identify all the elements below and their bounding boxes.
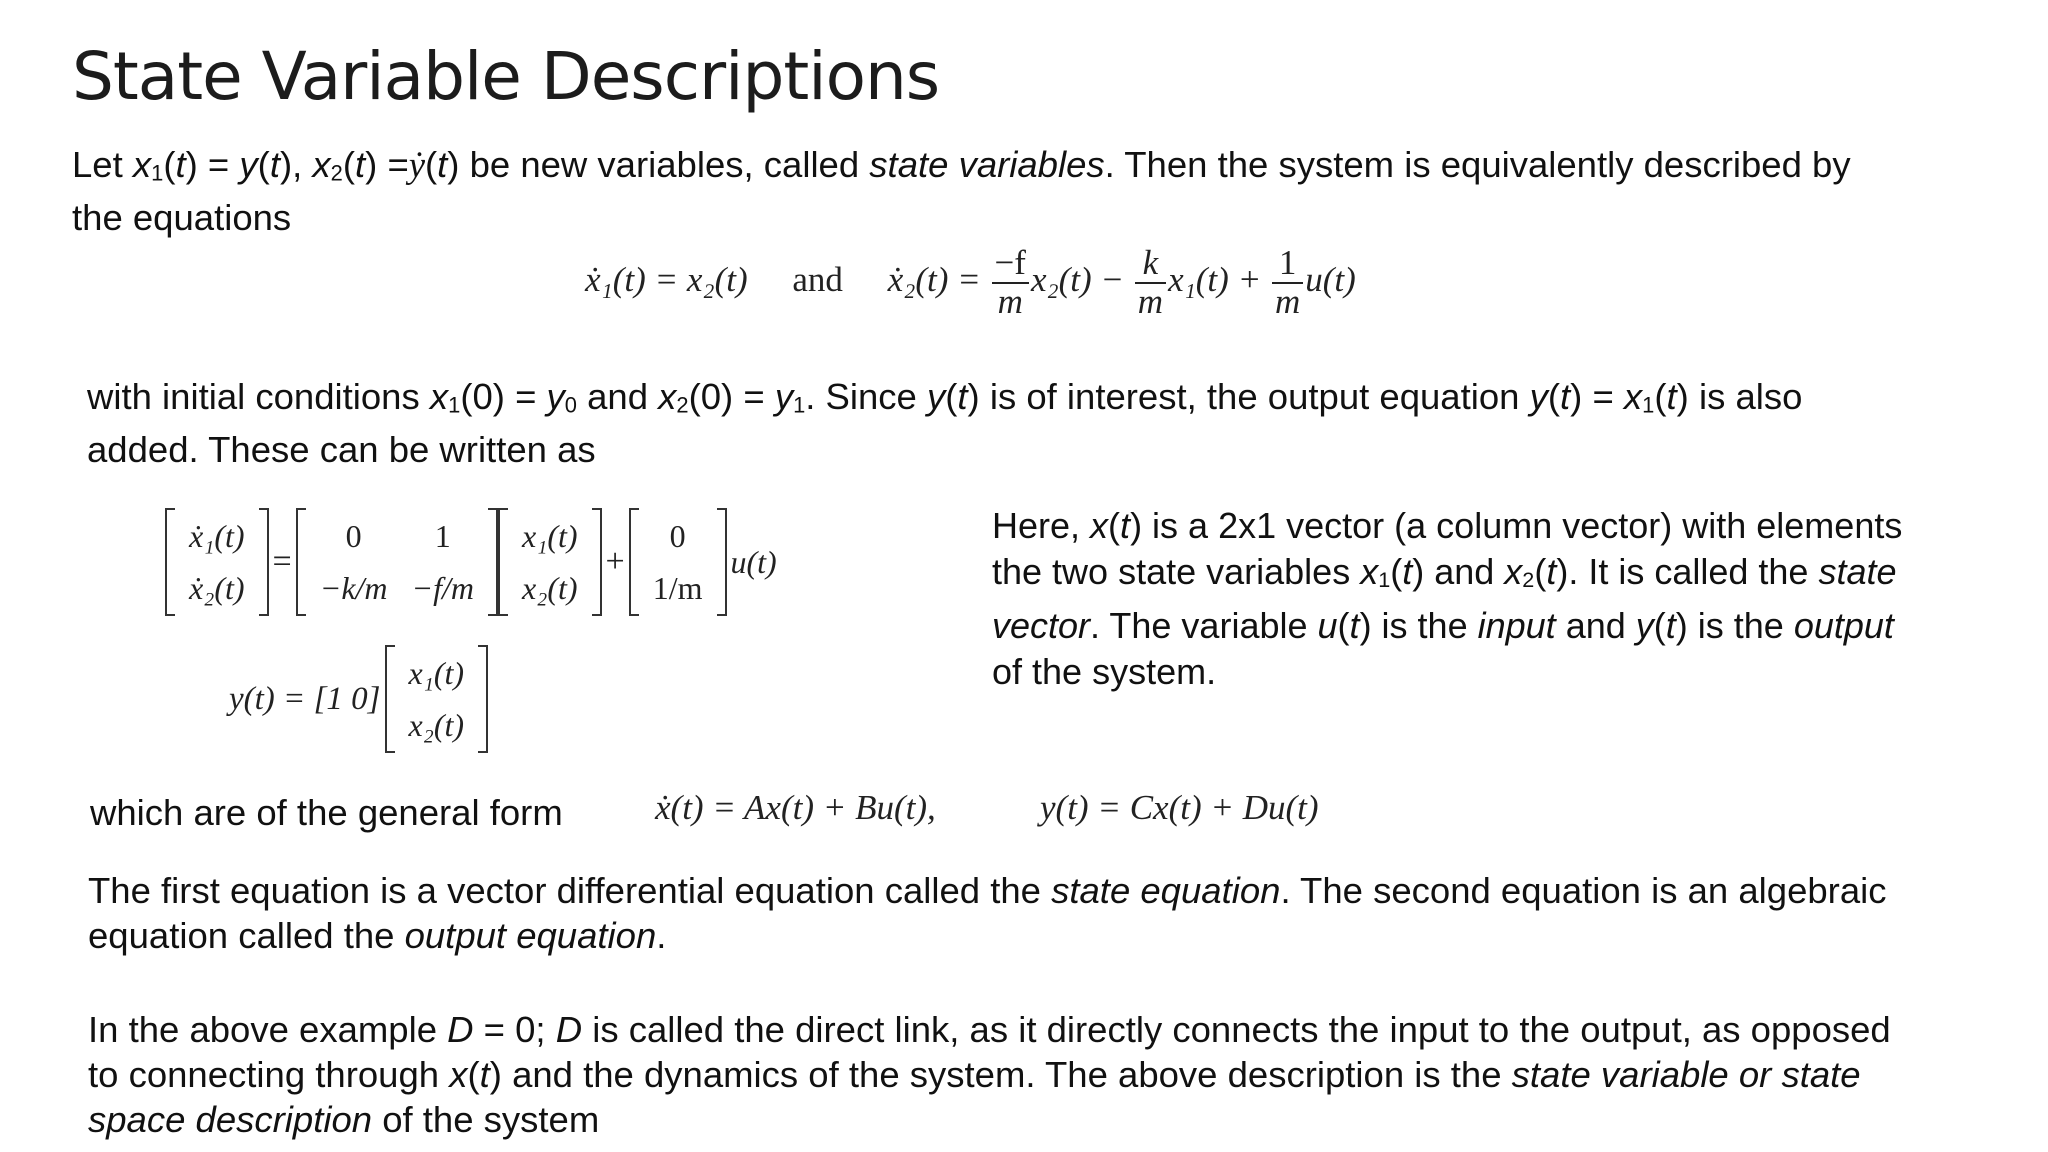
general-state-equation: ẋ(t) = Ax(t) + Bu(t), bbox=[655, 788, 936, 827]
general-output-equation: y(t) = Cx(t) + Du(t) bbox=[1040, 788, 1319, 827]
slide-title: State Variable Descriptions bbox=[72, 38, 940, 115]
equation-naming-paragraph: The first equation is a vector differential equation called the state equation. The second equation is an algebraic equation called the output equation. bbox=[88, 870, 1887, 956]
state-equations: ẋ₁(t) = x₂(t) and ẋ₂(t) = $\frac{-f}{m}$ x₂(t) − $\frac{k}{m}$ x₁(t) + $\frac{1}{m}$ u(t) bbox=[585, 243, 1356, 321]
state-vector-paragraph: Here, x(t) is a 2x1 vector (a column vector) with elements the two state variables $x_1(t)$ and $x_2(t)$. It is called the state vector. The variable u(t) is the input and y(t) is the output of the system. bbox=[992, 505, 1903, 693]
matrix-output-equation: y(t) = [1 0] x₁(t) x₂(t) bbox=[225, 645, 488, 753]
intro-paragraph: Let $x_1(t) = y(t)$, $x_2(t)$ =ẏ(t) be new variables, called state variables. Then the system is equivalently described by the equations bbox=[72, 144, 1851, 239]
general-form-label: which are of the general form bbox=[90, 792, 563, 833]
matrix-state-equation: ẋ₁(t) ẋ₂(t) = 0 1 −k/m −f/m x₁(t) x₂(t) + 0 1/m u(t) bbox=[165, 508, 781, 616]
initial-conditions-paragraph: with initial conditions $x_1(0) = y_0$ and $x_2(0) = y_1$. Since y(t) is of interest, the output equation $y(t) = x_1(t)$ is also added. These can be written as bbox=[87, 376, 1803, 471]
direct-link-paragraph: In the above example D = 0; D is called the direct link, as it directly connects the input to the output, as opposed to connecting through x(t) and the dynamics of the system. The above description is the state variable or state space description of the system bbox=[88, 1009, 1891, 1140]
